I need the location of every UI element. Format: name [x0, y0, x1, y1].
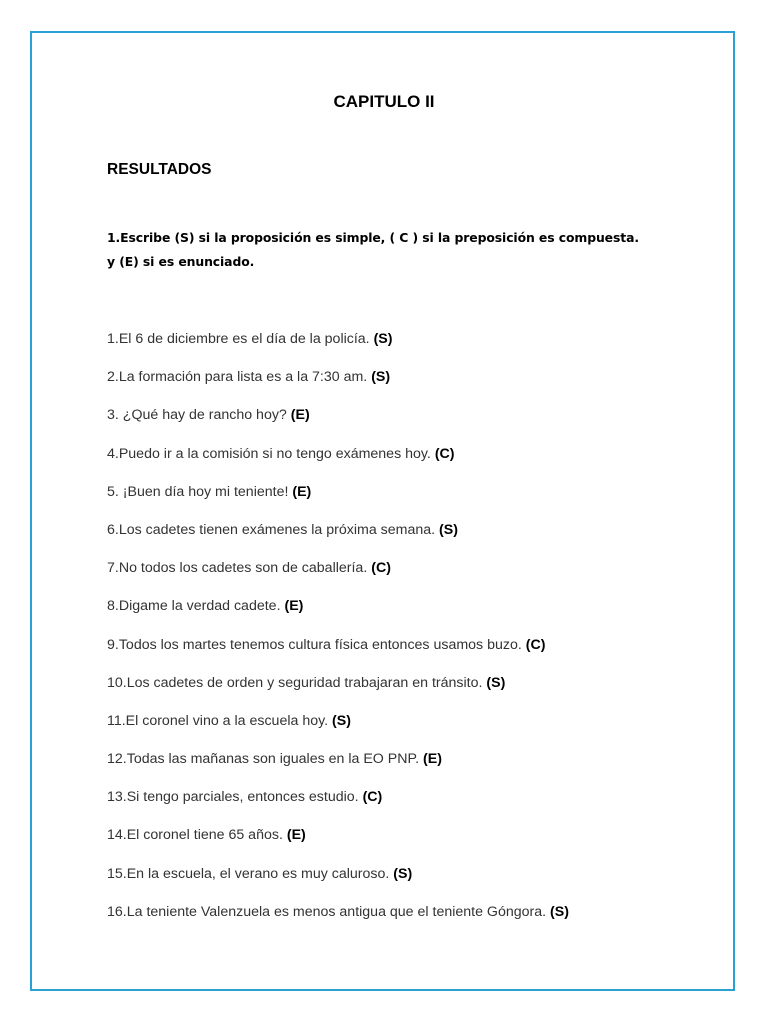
item-text: 8.Digame la verdad cadete. — [107, 598, 281, 615]
item-answer: (S) — [373, 331, 393, 347]
list-item — [107, 710, 569, 748]
item-answer: (E) — [292, 483, 312, 500]
exercise-instruction — [107, 226, 687, 274]
item-answer: (S) — [371, 369, 391, 386]
list-item — [107, 824, 569, 862]
item-text: 2.La formación para lista es a la 7:30 am. — [107, 369, 368, 386]
list-item — [107, 366, 569, 404]
item-text: 13.Si tengo parciales, entonces estudio. — [107, 789, 359, 806]
list-item — [107, 404, 569, 442]
instruction-line-1: 1.Escribe (S) si la proposición es simple, ( C ) si la preposición es compuesta. — [107, 230, 639, 245]
item-answer: (S) — [550, 903, 569, 920]
item-text: 4.Puedo ir a la comisión si no tengo exámenes hoy. — [107, 445, 431, 462]
list-item — [107, 443, 569, 481]
item-text: 5. ¡Buen día hoy mi teniente! — [107, 483, 289, 500]
list-item — [107, 863, 569, 901]
item-text: 6.Los cadetes tienen exámenes la próxima semana. — [107, 521, 436, 538]
item-text: 11.El coronel vino a la escuela hoy. — [107, 712, 329, 729]
item-answer: (S) — [439, 521, 458, 538]
item-text: 1.El 6 de diciembre es el día de la policía. — [107, 331, 370, 347]
item-answer: (S) — [393, 865, 413, 882]
item-text: 7.No todos los cadetes son de caballería. — [107, 560, 368, 577]
item-answer: (S) — [332, 712, 351, 729]
list-item — [107, 519, 569, 557]
chapter-title: CAPITULO II — [333, 92, 435, 111]
item-answer: (E) — [423, 751, 442, 768]
item-answer: (C) — [362, 789, 383, 806]
list-item — [107, 672, 569, 710]
item-answer: (E) — [284, 598, 304, 615]
list-item — [107, 595, 569, 633]
item-text: 9.Todos los martes tenemos cultura física entonces usamos buzo. — [107, 636, 522, 653]
list-item — [107, 634, 569, 672]
item-answer: (E) — [290, 407, 310, 424]
proposition-list — [107, 328, 569, 939]
item-answer: (C) — [525, 636, 546, 653]
list-item — [107, 748, 569, 786]
list-item — [107, 481, 569, 519]
list-item — [107, 786, 569, 824]
item-answer: (C) — [371, 560, 391, 577]
list-item — [107, 328, 569, 366]
item-text: 16.La teniente Valenzuela es menos antigua que el teniente Góngora. — [107, 903, 547, 920]
item-answer: (C) — [434, 445, 455, 462]
item-text: 14.El coronel tiene 65 años. — [107, 827, 283, 844]
list-item — [107, 901, 569, 939]
section-title: RESULTADOS — [107, 161, 212, 178]
list-item — [107, 557, 569, 595]
item-text: 15.En la escuela, el verano es muy caluroso. — [107, 865, 390, 882]
item-text: 12.Todas las mañanas son iguales en la EO PNP. — [107, 751, 420, 768]
item-answer: (S) — [486, 674, 506, 691]
item-text: 10.Los cadetes de orden y seguridad trabajaran en tránsito. — [107, 674, 483, 691]
item-text: 3. ¿Qué hay de rancho hoy? — [107, 407, 287, 424]
instruction-line-2: y (E) si es enunciado. — [107, 254, 255, 269]
item-answer: (E) — [286, 827, 306, 844]
